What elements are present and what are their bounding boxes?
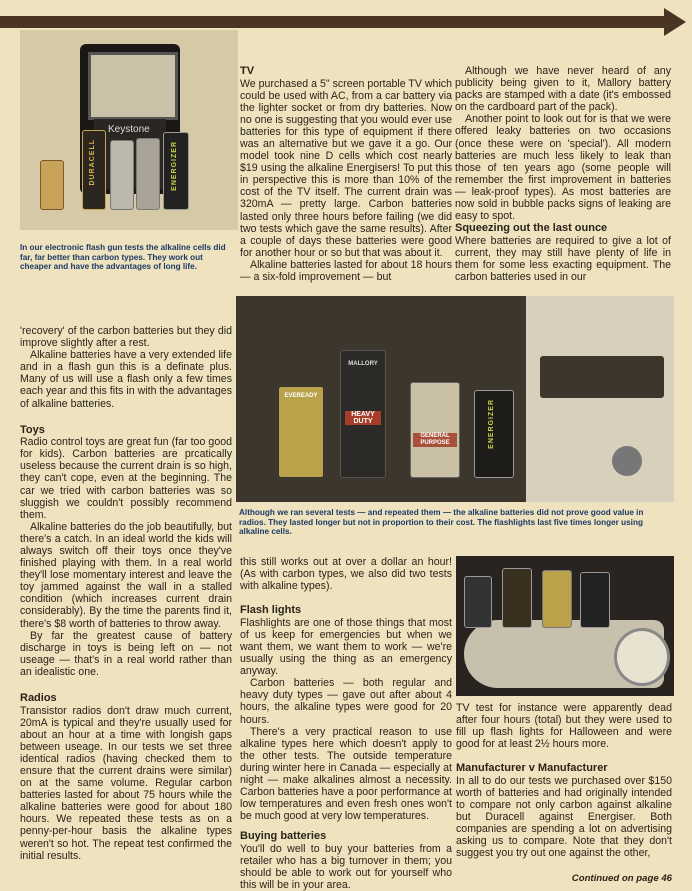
flashlight-photo [456,556,674,696]
radio-photo [236,296,674,502]
left-paragraph-6: Transistor radios don't draw much current, 20mA is typical and they're usually used for about an hour at a time with longish gaps between useage. In our tests we set three identical radios (having checked them to ensure that the current drains were similar) on at the same volume. Regular carbon batteries lasted for about 75 hours while the alkaline batteries were good for about 180 hours. We repeated these tests as on a penny-per-hour basis the alkaline types weren't so hot. The repeat test confirmed the initial results. [20,704,232,862]
manufacturer-heading: Manufacturer v Manufacturer [456,762,608,775]
middle-paragraph-4: There's a very practical reason to use alkaline types here which doesn't apply to the other tests. The outside temperature during winter here in Canada — especially at night — make alkalines almost a necessity. Carbon batteries have a poor performance at low temperatures and even fresh ones won't be much good at very low temperatures. [240,725,452,823]
battery-silver-2 [136,138,160,210]
flashlight-battery-1 [464,576,492,628]
flashlight-battery-3 [542,570,572,628]
energizer-battery-2 [474,390,514,478]
left-paragraph-5: By far the greatest cause of battery discharge in toys is being left on — not useage — that's in a real world rather than an idealistic one. [20,629,232,678]
left-paragraph-2: Alkaline batteries have a very extended life and in a flash gun this is a definate plus. Many of us will use a flash only a few times each year and this fits in with the advantages of alkaline batteries. [20,349,232,410]
energizer-label: ENERGIZER [171,141,178,191]
middle-paragraph-1: this still works out at over a dollar an hour! (As with carbon types, we also did two tests with alkaline types). [240,556,452,593]
flash-gun-caption: In our electronic flash gun tests the alkaline cells did far, far better than carbon types. They work out cheaper and have the advantages of long life. [20,243,226,272]
heavy-duty-label: HEAVY DUTY [345,411,381,425]
flashlight-battery-4 [580,572,610,628]
middle-paragraph-3: Carbon batteries — both regular and heavy duty types — gave out after about 4 hours, the alkaline types were good for 20 hours. [240,677,452,726]
right-bottom-paragraph-1: TV test for instance were apparently dead after four hours (total) but they were used to fill up flash lights for Halloween and were good for at least 2½ hours more. [456,702,672,751]
toys-heading: Toys [20,423,45,436]
tv-column [240,65,452,283]
general-purpose-battery [410,382,460,478]
tv-paragraph-2: Alkaline batteries lasted for about 18 hours — a six-fold improvement — but [240,258,452,283]
middle-paragraph-2: Flashlights are one of those things that most of us keep for emergencies but when we want them, we want them to work — we're usually using the thing as an emergency anyway. [240,616,452,678]
middle-column [240,556,452,891]
left-paragraph-1: 'recovery' of the carbon batteries but they did improve slightly after a rest. [20,325,232,350]
buying-heading: Buying batteries [240,830,327,843]
battery-silver-1 [110,140,134,210]
continued-note: Continued on page 46 [571,873,672,884]
left-paragraph-4: Alkaline batteries do the job beautifully, but there's a catch. In an ideal world the kids will always switch off their toys once they've finished playing with them. In a real world they'll lose momentary interest and leave the toy jammed against the wall in a stalled condition (which increases current drain considerably). By the time the parents find it, there's $8 worth of batteries to throw away. [20,520,232,630]
right-top-column [455,65,671,283]
header-arrow-bar [0,16,668,28]
eveready-label: EVEREADY [284,393,318,399]
arrow-icon [664,8,686,36]
duracell-label: DURACELL [89,139,96,186]
tv-paragraph-1: We purchased a 5" screen portable TV which could be used with AC, from a car battery via the lighter socket or from dry batteries. Now no one is suggesting that you would ever use batteries for this type of equipment if there was an alternative but we gave it a go. Our model took nine D cells which cost nearly $19 using the alkaline Energisers! To put this in perspective this is more than 10% of the cost of the TV itself. The current drain was 320mA — pretty large. Carbon batteries lasted only three hours before failing (we did two tests which gave the same results). After a couple of days these batteries were good for another hour or so but that was about it. [240,77,453,259]
flashlight-battery-2 [502,568,532,628]
mallory-label: MALLORY [348,361,378,367]
right-top-paragraph-1: Although we have never heard of any publicity being given to it, Mallory battery packs are stamped with a date (it's embossed on the cardboard part of the pack). [455,65,671,114]
tv-heading: TV [240,65,255,77]
radios-heading: Radios [20,692,57,705]
right-bottom-column [456,702,672,860]
right-top-paragraph-2: Another point to look out for is that we were offered leaky batteries on two occasions (once these were on 'special'). All modern batteries are much less likely to leak than those of ten years ago (some people will remember the first improvement in batteries — leak-proof types). As most batteries are now sold in bubble packs signs of leaking are easy to spot. [455,113,671,223]
left-paragraph-3: Radio control toys are great fun (far too good for kids). Carbon batteries are prcatically useless because the current drain is so high, they can't cope, even at the beginning. The car we tried with carbon batteries was so sluggish we couldn't possibly recommend them. [20,436,232,521]
left-column [20,325,232,862]
right-bottom-paragraph-2: In all to do our tests we purchased over $150 worth of batteries and had originally intended to compare not only carbon against alkaline but Duracell against Energiser. Both companies are spending a lot on advertising asking us to compare. Note that they don't suggest you try out one against the other, [456,774,672,860]
flashlights-heading: Flash lights [240,604,302,617]
squeezing-heading: Squeezing out the last ounce [455,222,608,235]
eveready-battery [278,386,324,478]
energizer-battery [163,132,189,210]
right-top-paragraph-3: Where batteries are required to give a lot of current, they may still have plenty of life in them for some less exacting equipment. The carbon batteries used in our [455,234,671,283]
battery-gold [40,160,64,210]
energizer-label-2: ENERGIZER [488,399,495,449]
duracell-battery [82,130,106,210]
flash-gun-photo [20,30,238,230]
radio-caption: Although we ran several tests — and repeated them — the alkaline batteries did not prove good value in radios. They lasted longer but not in proportion to their cost. The flashlights last five times longer using alkaline cells. [239,508,644,537]
middle-paragraph-5: You'll do well to buy your batteries from a retailer who has a big turnover in them; you should be able to work out for yourself who this will be in your area. [240,842,452,891]
flashlight-image [464,620,664,688]
keystone-label: Keystone [108,124,150,135]
mallory-battery [340,350,386,478]
general-purpose-label: GENERAL PURPOSE [413,433,457,447]
